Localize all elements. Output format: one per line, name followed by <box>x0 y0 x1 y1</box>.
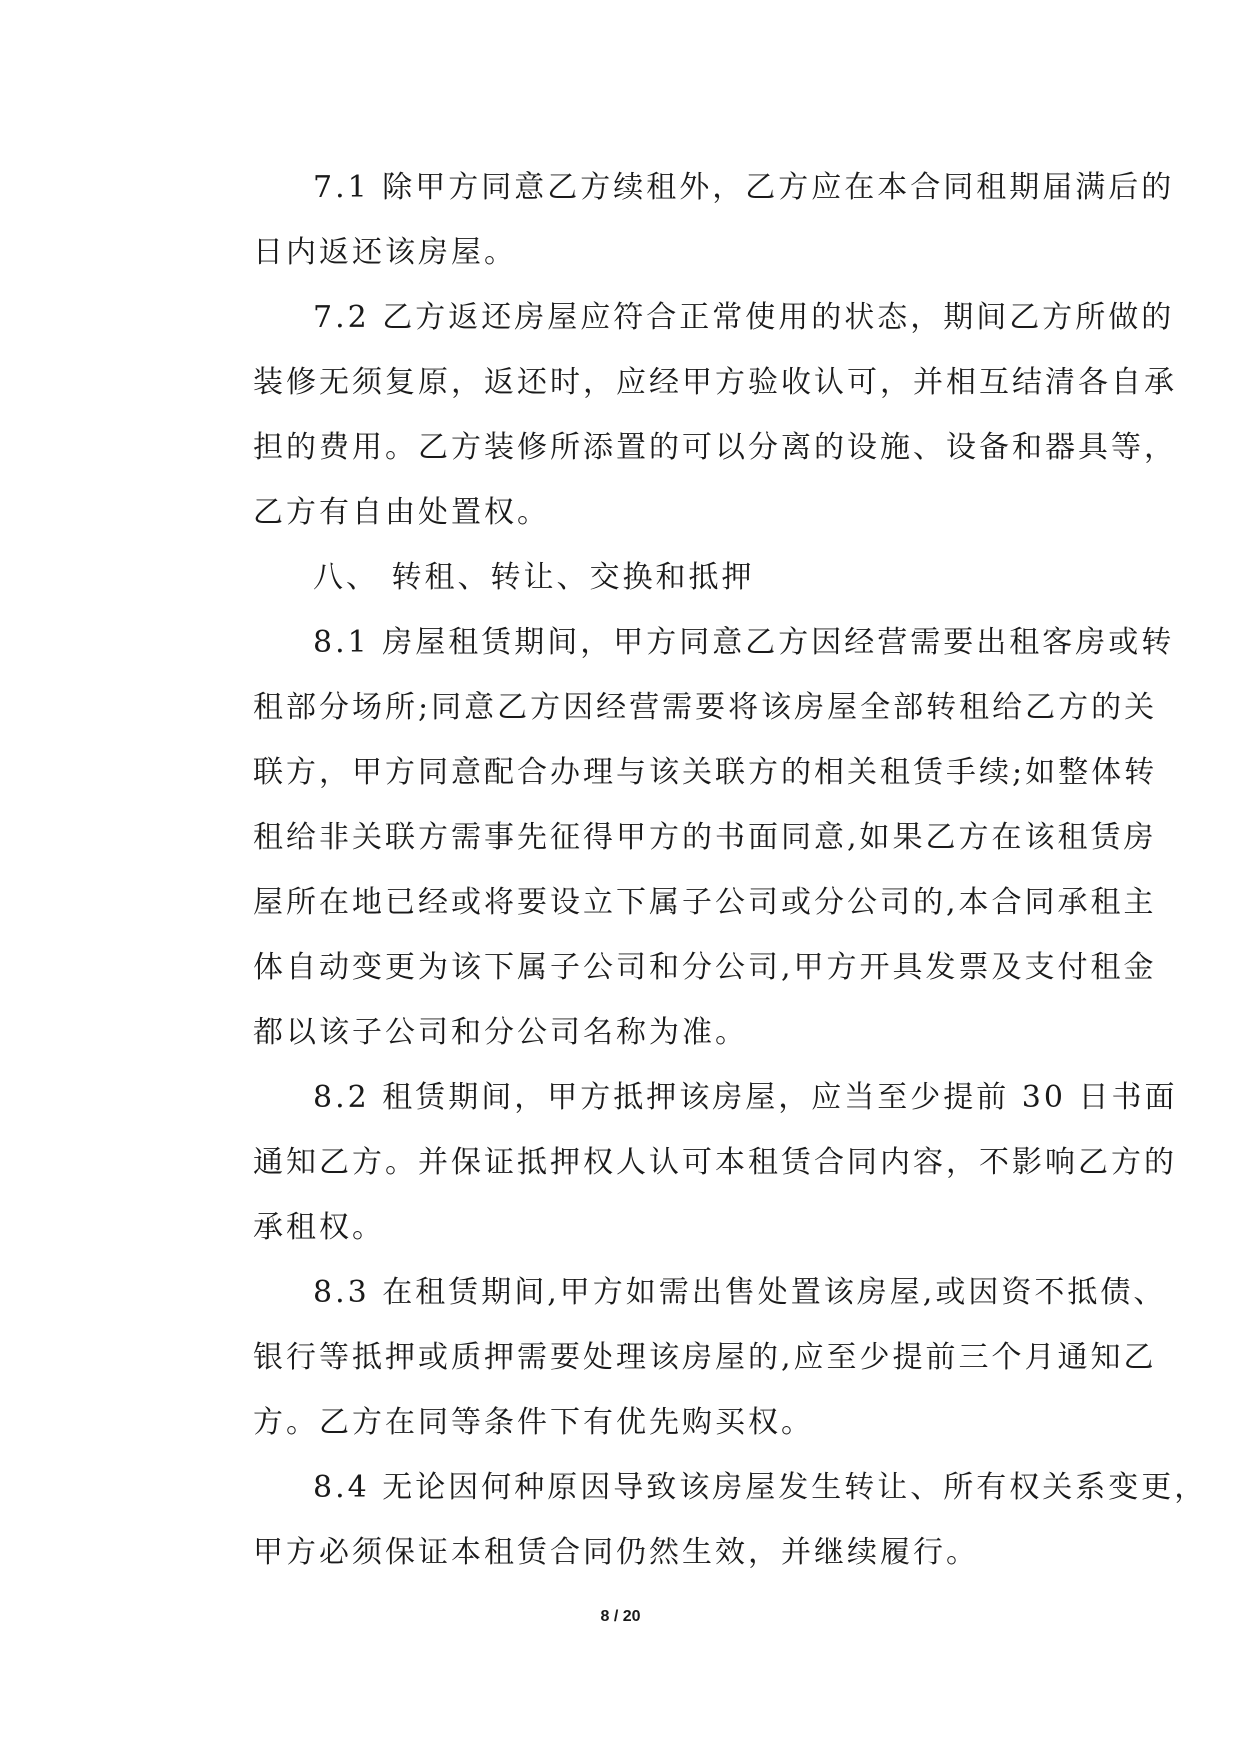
text-line: 7.2 乙方返还房屋应符合正常使用的状态，期间乙方所做的 <box>313 300 1175 335</box>
clause-7-1 <box>193 155 1175 285</box>
text-line: 8.1 房屋租赁期间，甲方同意乙方因经营需要出租客房或转 <box>313 625 1175 660</box>
text-line: 8.2 租赁期间，甲方抵押该房屋，应当至少提前 30 日书面 <box>313 1080 1178 1115</box>
text-line: 都以该子公司和分公司名称为准。 <box>253 1015 748 1050</box>
clause-7-2 <box>193 285 1177 545</box>
text-line: 租给非关联方需事先征得甲方的书面同意,如果乙方在该租赁房 <box>253 820 1157 855</box>
text-line: 联方，甲方同意配合办理与该关联方的相关租赁手续;如整体转 <box>253 755 1158 790</box>
clause-8-3 <box>193 1260 1167 1455</box>
text-line: 承租权。 <box>253 1210 385 1245</box>
text-line: 体自动变更为该下属子公司和分公司,甲方开具发票及支付租金 <box>253 950 1157 985</box>
text-line: 7.1 除甲方同意乙方续租外，乙方应在本合同租期届满后的 <box>313 170 1175 205</box>
clause-8-4 <box>193 1455 1208 1585</box>
text-line: 装修无须复原，返还时，应经甲方验收认可，并相互结清各自承 <box>253 365 1177 400</box>
section-8-heading <box>193 545 1053 610</box>
clause-8-1 <box>193 610 1175 1065</box>
text-line: 担的费用。乙方装修所添置的可以分离的设施、设备和器具等， <box>253 430 1177 465</box>
text-line: 银行等抵押或质押需要处理该房屋的,应至少提前三个月通知乙 <box>253 1340 1157 1375</box>
page-number: 8 / 20 <box>600 1608 641 1625</box>
text-line: 8.4 无论因何种原因导致该房屋发生转让、所有权关系变更， <box>313 1470 1208 1505</box>
clause-8-2 <box>193 1065 1178 1260</box>
text-line: 八、 转租、转让、交换和抵押 <box>313 560 755 595</box>
text-line: 8.3 在租赁期间,甲方如需出售处置该房屋,或因资不抵债、 <box>313 1275 1167 1310</box>
document-body <box>193 155 1208 1585</box>
text-line: 方。乙方在同等条件下有优先购买权。 <box>253 1405 814 1440</box>
text-line: 甲方必须保证本租赁合同仍然生效，并继续履行。 <box>253 1535 979 1570</box>
text-line: 通知乙方。并保证抵押权人认可本租赁合同内容，不影响乙方的 <box>253 1145 1177 1180</box>
text-line: 屋所在地已经或将要设立下属子公司或分公司的,本合同承租主 <box>253 885 1157 920</box>
text-line: 日内返还该房屋。 <box>253 235 517 270</box>
text-line: 乙方有自由处置权。 <box>253 495 550 530</box>
text-line: 租部分场所;同意乙方因经营需要将该房屋全部转租给乙方的关 <box>253 690 1158 725</box>
